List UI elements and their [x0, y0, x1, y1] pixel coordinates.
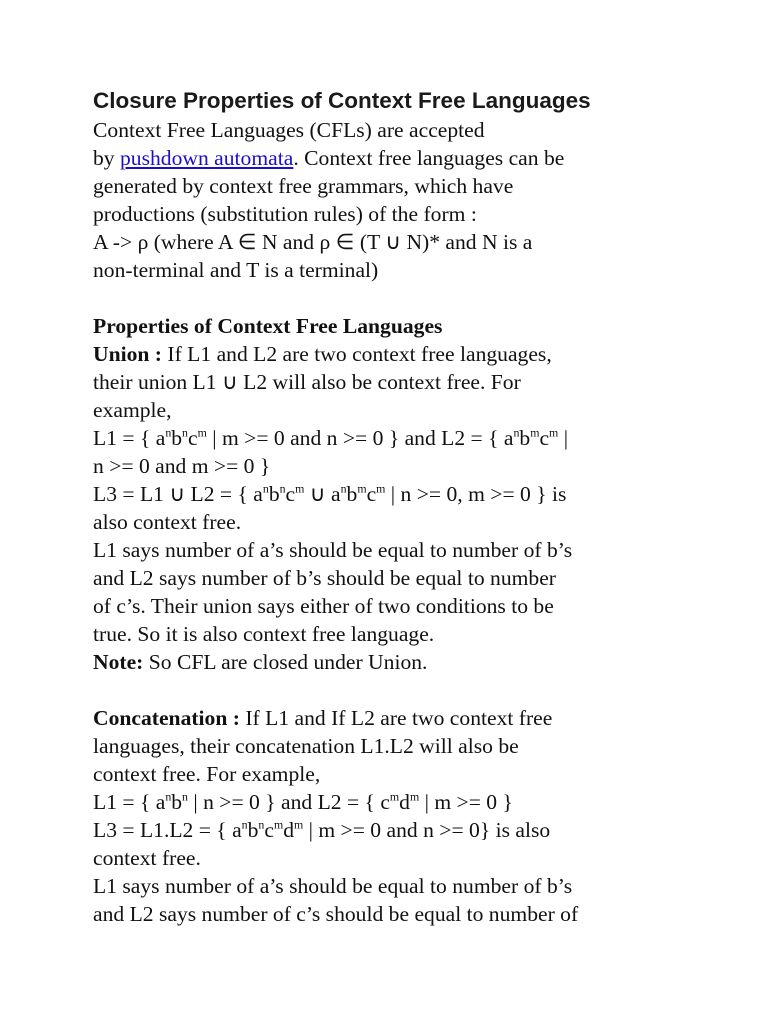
concatenation-line — [93, 704, 693, 732]
properties-heading: Properties of Context Free Languages — [93, 314, 443, 338]
union-label: Union : — [93, 342, 162, 366]
union-line: their union L1 ∪ L2 will also be context free. For — [93, 370, 521, 394]
intro-text: by — [93, 146, 120, 170]
concatenation-line: L1 says number of a’s should be equal to number of b’s — [93, 874, 573, 898]
union-line: true. So it is also context free language. — [93, 622, 435, 646]
intro-line — [93, 144, 693, 172]
concatenation-label: Concatenation : — [93, 706, 240, 730]
union-line: of c’s. Their union says either of two conditions to be — [93, 594, 554, 618]
note-text: So CFL are closed under Union. — [143, 650, 428, 674]
page-title: Closure Properties of Context Free Languages — [93, 88, 591, 113]
concatenation-line: context free. — [93, 846, 201, 870]
union-line: example, — [93, 398, 172, 422]
paragraph-spacer — [93, 676, 693, 704]
concatenation-line: languages, their concatenation L1.L2 will also be — [93, 734, 519, 758]
concatenation-formula-line: L1 = { $a^nb^n$ | n >= 0 } and L2 = { $c^md^m$ | m >= 0 } — [93, 789, 513, 814]
union-line: and L2 says number of b’s should be equal to number — [93, 566, 556, 590]
union-note — [93, 648, 693, 676]
concatenation-text: If L1 and If L2 are two context free — [239, 706, 553, 730]
document-page — [93, 86, 693, 928]
intro-line: productions (substitution rules) of the form : — [93, 202, 477, 226]
union-formula-line: L1 = { $a^nb^nc^m$ | m >= 0 and n >= 0 } and L2 = { $a^nb^mc^m$ | — [93, 425, 569, 450]
intro-text: . Context free languages can be — [293, 146, 565, 170]
concatenation-formula-line: L3 = L1.L2 = { $a^nb^nc^md^m$ | m >= 0 and n >= 0} is also — [93, 817, 551, 842]
union-line — [93, 340, 693, 368]
concatenation-line: and L2 says number of c’s should be equal to number of — [93, 902, 579, 926]
note-label: Note: — [93, 650, 144, 674]
intro-line: generated by context free grammars, which have — [93, 174, 514, 198]
intro-paragraph — [93, 116, 693, 928]
intro-line: non-terminal and T is a terminal) — [93, 258, 379, 282]
union-line: also context free. — [93, 510, 242, 534]
pushdown-automata-link[interactable]: pushdown automata — [120, 146, 294, 170]
paragraph-spacer — [93, 284, 693, 312]
union-text: If L1 and L2 are two context free languages, — [162, 342, 552, 366]
union-formula-line: n >= 0 and m >= 0 } — [93, 454, 271, 478]
concatenation-line: context free. For example, — [93, 762, 321, 786]
intro-line: Context Free Languages (CFLs) are accepted — [93, 118, 485, 142]
production-rule-line: A -> ρ (where A ∈ N and ρ ∈ (T ∪ N)* and N is a — [93, 230, 533, 254]
union-formula-line: L3 = L1 ∪ L2 = { $a^nb^nc^m$ ∪ $a^nb^mc^m$ | n >= 0, m >= 0 } is — [93, 481, 567, 506]
union-line: L1 says number of a’s should be equal to number of b’s — [93, 538, 573, 562]
